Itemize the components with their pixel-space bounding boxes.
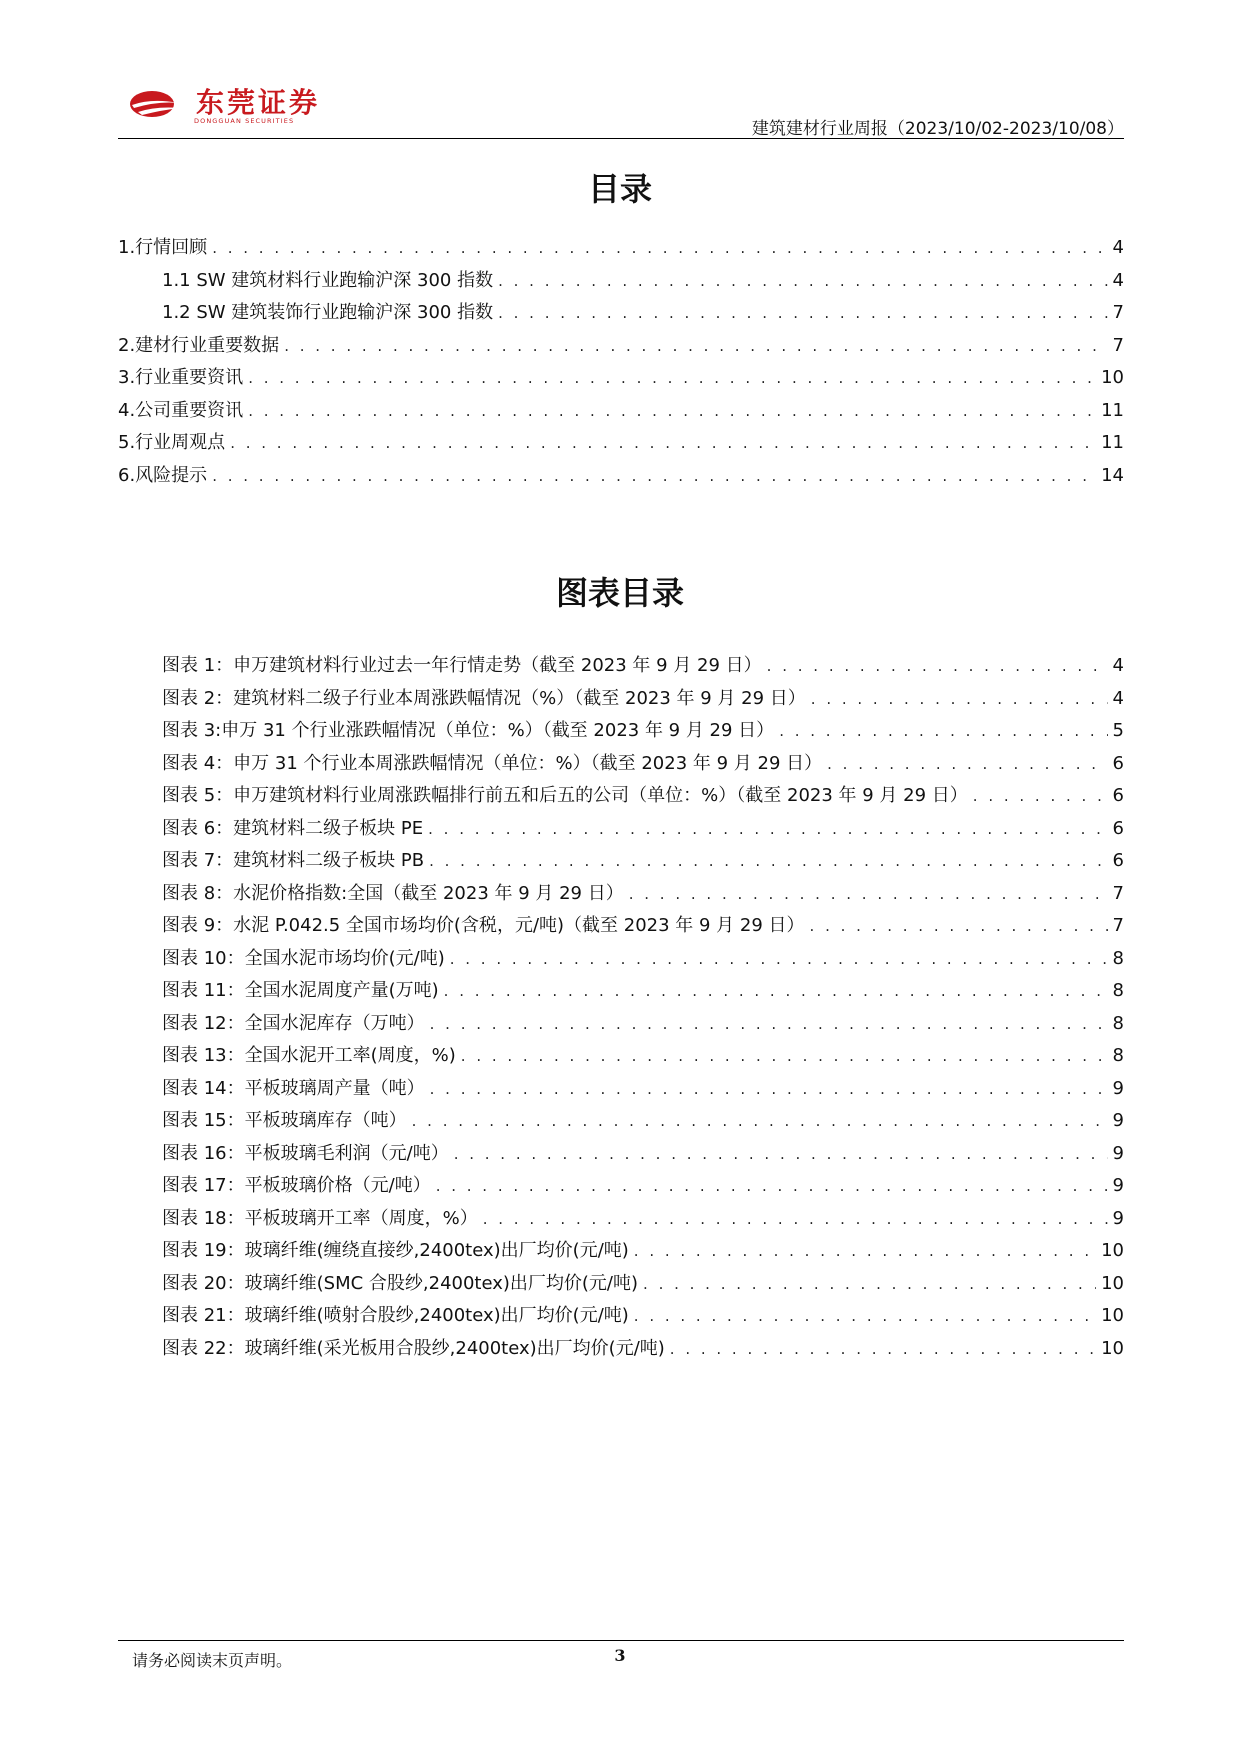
toc-entry[interactable] (162, 715, 1124, 748)
dot-leader (454, 1138, 1108, 1171)
toc-entry-page: 9 (1112, 1207, 1124, 1229)
toc-entry-page: 14 (1101, 464, 1124, 486)
toc-entry[interactable] (162, 845, 1124, 878)
toc-entry[interactable] (162, 975, 1124, 1008)
toc-entry[interactable] (162, 943, 1124, 976)
toc-entry-label: 图表 9：水泥 P.042.5 全国市场均价(含税，元/吨)（截至 2023 年 9 月 29 日） (162, 915, 805, 936)
toc-entry-page: 4 (1112, 237, 1124, 258)
dot-leader (248, 395, 1096, 428)
toc-entry-page: 6 (1112, 752, 1124, 774)
toc-entry-label: 图表 10：全国水泥市场均价(元/吨) (162, 947, 445, 969)
toc-entry[interactable] (162, 1333, 1124, 1366)
toc-entry-page: 8 (1112, 1012, 1124, 1034)
toc-entry-label: 图表 22：玻璃纤维(采光板用合股纱,2400tex)出厂均价(元/吨) (162, 1337, 665, 1359)
toc-entry[interactable] (118, 427, 1124, 460)
page-number: 3 (614, 1646, 626, 1665)
toc-entry-label: 图表 16：平板玻璃毛利润（元/吨） (162, 1142, 449, 1164)
toc-entry-page: 11 (1101, 432, 1124, 453)
toc-entry[interactable] (162, 1138, 1124, 1171)
dot-leader (498, 265, 1107, 298)
dot-leader (429, 845, 1107, 878)
logo-emblem-icon (128, 88, 188, 120)
toc-entry[interactable] (118, 232, 1124, 265)
toc-entry[interactable] (118, 460, 1124, 493)
toc-entry-page: 10 (1101, 1272, 1124, 1294)
toc-entry-label: 图表 12：全国水泥库存（万吨） (162, 1012, 425, 1034)
toc-entry-label: 图表 20：玻璃纤维(SMC 合股纱,2400tex)出厂均价(元/吨) (162, 1272, 639, 1294)
toc-entry-label: 图表 6：建筑材料二级子板块 PE (162, 817, 424, 839)
toc-entry-label: 图表 21：玻璃纤维(喷射合股纱,2400tex)出厂均价(元/吨) (162, 1305, 629, 1326)
toc-entry-page: 7 (1112, 882, 1124, 904)
dot-leader (230, 427, 1096, 460)
toc-entry-page: 4 (1112, 269, 1124, 291)
toc-entry[interactable] (162, 1008, 1124, 1041)
toc-entry-page: 5 (1112, 720, 1124, 741)
dot-leader (827, 748, 1107, 781)
dot-leader (811, 683, 1108, 716)
toc-entry-label: 1.2 SW 建筑装饰行业跑输沪深 300 指数 (162, 302, 494, 323)
toc-entry[interactable] (162, 1300, 1124, 1333)
dot-leader (461, 1040, 1108, 1073)
toc-entry-label: 图表 7：建筑材料二级子板块 PB (162, 850, 425, 871)
toc-entry-page: 6 (1112, 785, 1124, 806)
toc-entry[interactable] (162, 780, 1124, 813)
toc-entry-page: 4 (1112, 655, 1124, 676)
header-divider (118, 138, 1124, 139)
toc-entry-label: 图表 8：水泥价格指数:全国（截至 2023 年 9 月 29 日） (162, 882, 624, 904)
logo-wordmark: 东莞证券 (196, 86, 321, 119)
toc-entry-label: 图表 13：全国水泥开工率(周度，%) (162, 1045, 456, 1066)
toc-entry-label: 图表 17：平板玻璃价格（元/吨） (162, 1175, 431, 1196)
figure-toc-list (162, 650, 1124, 1365)
logo-subtext: DONGGUAN SECURITIES (194, 117, 295, 125)
toc-entry[interactable] (118, 265, 1124, 298)
toc-entry[interactable] (162, 1268, 1124, 1301)
toc-entry-label: 1.1 SW 建筑材料行业跑输沪深 300 指数 (162, 269, 494, 291)
toc-entry-page: 11 (1101, 399, 1124, 421)
dot-leader (212, 460, 1096, 493)
toc-entry[interactable] (162, 813, 1124, 846)
toc-entry-label: 2.建材行业重要数据 (118, 334, 280, 356)
toc-entry-page: 7 (1112, 334, 1124, 356)
toc-entry[interactable] (162, 748, 1124, 781)
dot-leader (436, 1170, 1108, 1203)
toc-entry-page: 6 (1112, 850, 1124, 871)
toc-entry-page: 8 (1112, 980, 1124, 1001)
report-title: 建筑建材行业周报（2023/10/02-2023/10/08） (751, 119, 1124, 139)
dot-leader (810, 910, 1108, 943)
dot-leader (284, 330, 1107, 363)
dot-leader (767, 650, 1108, 683)
toc-entry-label: 图表 5：申万建筑材料行业周涨跌幅排行前五和后五的公司（单位：%）（截至 2023 年 9 月 29 日） (162, 785, 968, 806)
dot-leader (629, 878, 1108, 911)
toc-entry-label: 4.公司重要资讯 (118, 399, 244, 421)
toc-entry-label: 图表 18：平板玻璃开工率（周度，%） (162, 1207, 478, 1229)
toc-entry-page: 8 (1112, 1045, 1124, 1066)
dot-leader (779, 715, 1107, 748)
footer-divider (118, 1640, 1124, 1641)
dot-leader (634, 1300, 1096, 1333)
dot-leader (498, 297, 1107, 330)
toc-entry-label: 图表 2：建筑材料二级子行业本周涨跌幅情况（%）（截至 2023 年 9 月 29 日） (162, 687, 806, 709)
dot-leader (430, 1008, 1108, 1041)
dot-leader (483, 1203, 1108, 1236)
footer-disclaimer: 请务必阅读末页声明。 (132, 1651, 293, 1670)
toc-entry-page: 6 (1112, 817, 1124, 839)
toc-entry[interactable] (162, 1105, 1124, 1138)
dot-leader (643, 1268, 1096, 1301)
toc-entry[interactable] (162, 1040, 1124, 1073)
toc-entry-page: 9 (1112, 1142, 1124, 1164)
toc-entry-page: 4 (1112, 687, 1124, 709)
toc-entry-page: 7 (1112, 302, 1124, 323)
toc-entry[interactable] (118, 395, 1124, 428)
toc-entry-page: 10 (1101, 1337, 1124, 1359)
dot-leader (670, 1333, 1096, 1366)
dot-leader (430, 1073, 1108, 1106)
toc-entry-label: 1.行情回顾 (118, 237, 208, 258)
toc-list (118, 232, 1124, 492)
toc-entry-page: 9 (1112, 1175, 1124, 1196)
dot-leader (973, 780, 1108, 813)
company-logo (128, 88, 358, 128)
dot-leader (248, 362, 1096, 395)
dot-leader (444, 975, 1108, 1008)
toc-entry-page: 9 (1112, 1077, 1124, 1099)
toc-entry[interactable] (118, 362, 1124, 395)
toc-entry[interactable] (118, 297, 1124, 330)
toc-entry-label: 图表 4：申万 31 个行业本周涨跌幅情况（单位：%）（截至 2023 年 9 月 29 日） (162, 752, 823, 774)
toc-entry[interactable] (162, 683, 1124, 716)
toc-entry[interactable] (162, 650, 1124, 683)
toc-entry[interactable] (162, 1170, 1124, 1203)
dot-leader (428, 813, 1107, 846)
dot-leader (412, 1105, 1108, 1138)
figure-toc-title: 图表目录 (555, 574, 684, 612)
toc-title: 目录 (587, 170, 652, 208)
toc-entry-page: 9 (1112, 1110, 1124, 1131)
toc-entry-page: 10 (1101, 367, 1124, 388)
toc-entry-label: 图表 19：玻璃纤维(缠绕直接纱,2400tex)出厂均价(元/吨) (162, 1240, 629, 1261)
toc-entry-page: 10 (1101, 1305, 1124, 1326)
toc-entry[interactable] (118, 330, 1124, 363)
toc-entry-page: 10 (1101, 1240, 1124, 1261)
dot-leader (212, 232, 1107, 265)
toc-entry[interactable] (162, 1235, 1124, 1268)
toc-entry-label: 3.行业重要资讯 (118, 367, 244, 388)
toc-entry[interactable] (162, 1203, 1124, 1236)
dot-leader (634, 1235, 1096, 1268)
toc-entry-label: 图表 3:申万 31 个行业涨跌幅情况（单位：%）（截至 2023 年 9 月 29 日） (162, 720, 775, 741)
toc-entry-label: 图表 14：平板玻璃周产量（吨） (162, 1077, 425, 1099)
toc-entry-page: 7 (1112, 915, 1124, 936)
toc-entry[interactable] (162, 1073, 1124, 1106)
toc-entry-label: 图表 11：全国水泥周度产量(万吨) (162, 980, 439, 1001)
toc-entry-page: 8 (1112, 947, 1124, 969)
toc-entry[interactable] (162, 878, 1124, 911)
toc-entry-label: 图表 1：申万建筑材料行业过去一年行情走势（截至 2023 年 9 月 29 日） (162, 655, 762, 676)
toc-entry[interactable] (162, 910, 1124, 943)
toc-entry-label: 6.风险提示 (118, 464, 208, 486)
toc-entry-label: 5.行业周观点 (118, 432, 226, 453)
dot-leader (450, 943, 1108, 976)
toc-entry-label: 图表 15：平板玻璃库存（吨） (162, 1110, 407, 1131)
